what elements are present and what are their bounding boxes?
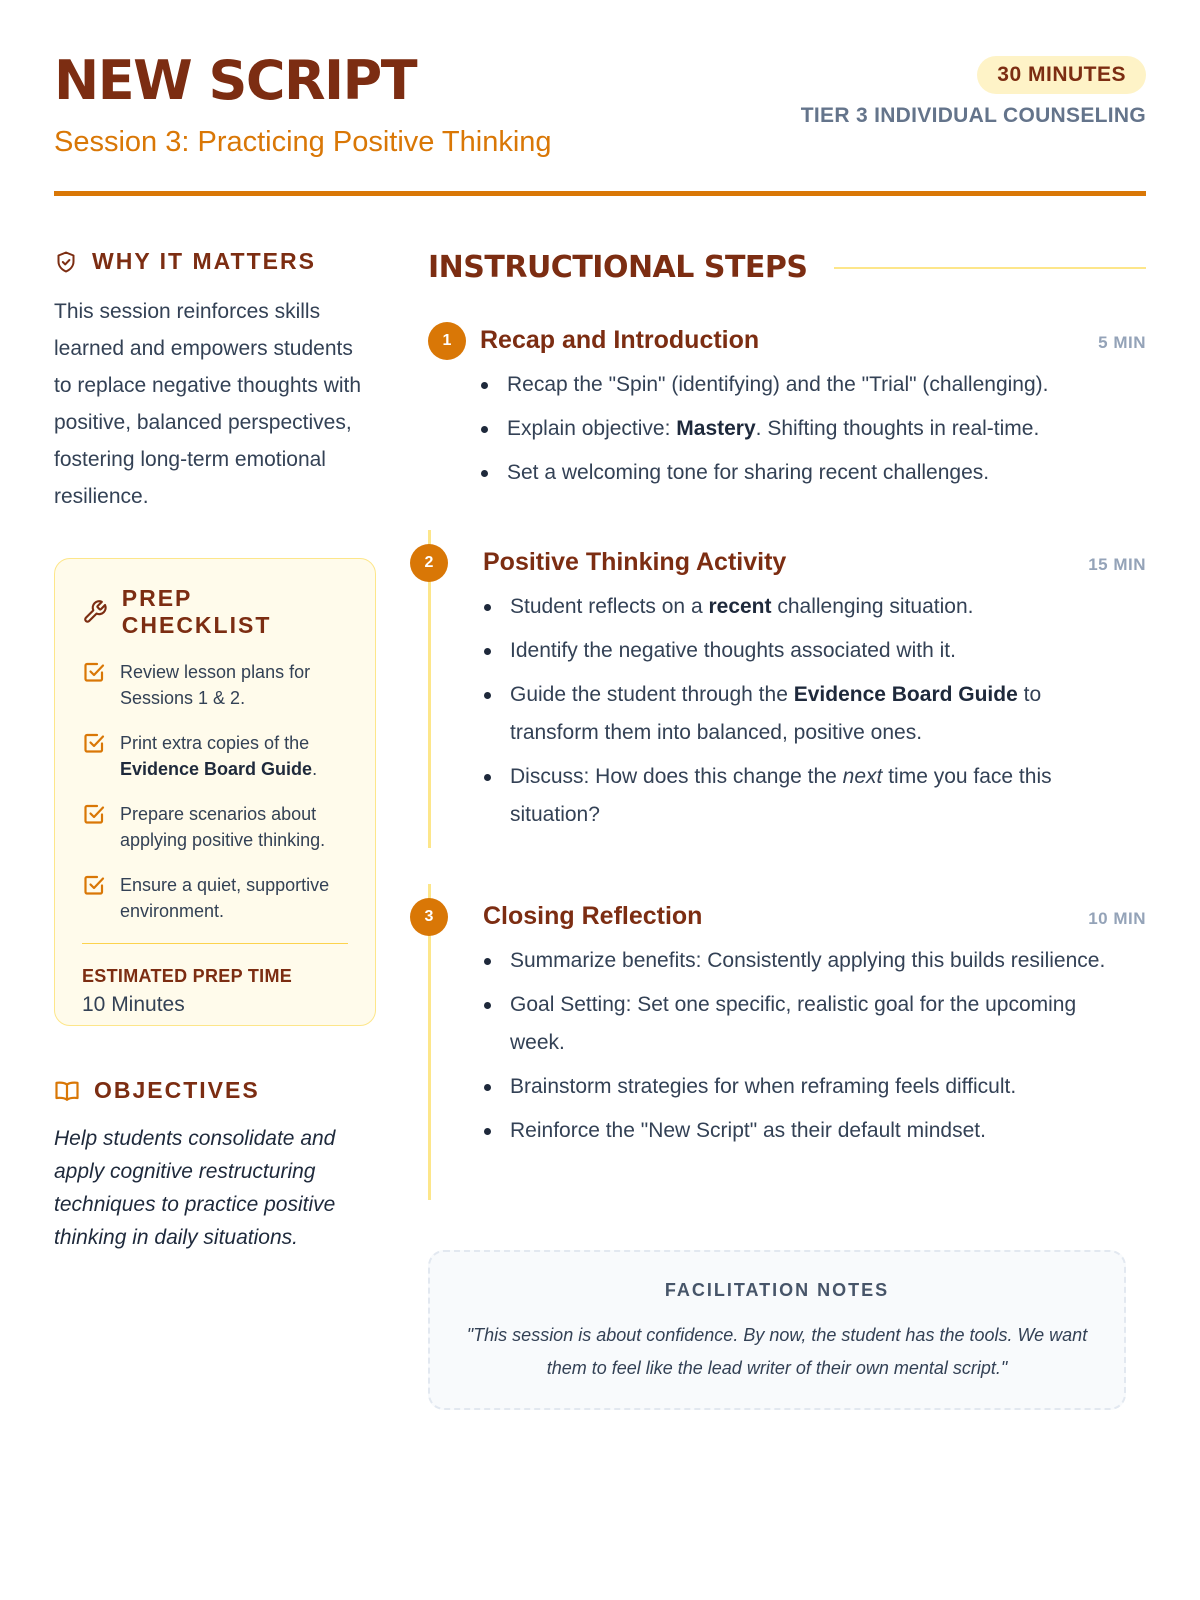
why-heading: WHY IT MATTERS xyxy=(92,248,316,274)
notes-text: "This session is about confidence. By now, the student has the tools. We want them to feel like the lead writer of their own mental script." xyxy=(466,1325,1088,1378)
prep-time-label: ESTIMATED PREP TIME xyxy=(82,966,293,986)
step-number-badge: 2 xyxy=(410,544,448,582)
why-text: This session reinforces skills learned and empowers students to replace negative thoughts with positive, balanced perspectives, fostering long-term emotional resilience. xyxy=(54,300,362,508)
step-card xyxy=(424,884,1146,1200)
step-card xyxy=(428,322,1146,522)
step-bullets xyxy=(480,366,1140,498)
header-divider xyxy=(54,191,1146,196)
wrench-icon xyxy=(82,599,108,625)
steps-heading-rule xyxy=(834,267,1147,269)
list-item: Brainstorm strategies for when reframing feels difficult. xyxy=(483,1068,1123,1106)
book-open-icon xyxy=(54,1079,80,1103)
checkbox-checked-icon xyxy=(82,731,106,755)
prep-time-value: 10 Minutes xyxy=(82,993,185,1016)
list-item: Discuss: How does this change the next time you face this situation? xyxy=(483,758,1123,834)
page-title: NEW SCRIPT xyxy=(54,49,417,112)
tier-label: TIER 3 INDIVIDUAL COUNSELING xyxy=(800,104,1146,127)
prep-checklist xyxy=(82,659,348,924)
prep-checklist-card xyxy=(54,558,376,1026)
step-title: Recap and Introduction xyxy=(480,326,760,354)
checkbox-checked-icon xyxy=(82,660,106,684)
checkbox-checked-icon xyxy=(82,873,106,897)
step-bullets xyxy=(483,942,1123,1156)
objectives-heading: OBJECTIVES xyxy=(94,1077,260,1103)
why-it-matters-section xyxy=(54,248,376,515)
sidebar xyxy=(54,248,376,1249)
list-item: Set a welcoming tone for sharing recent challenges. xyxy=(480,454,1140,492)
steps-heading: INSTRUCTIONAL STEPS xyxy=(428,250,808,285)
list-item: Goal Setting: Set one specific, realistic goal for the upcoming week. xyxy=(483,986,1123,1062)
list-item: Recap the "Spin" (identifying) and the "Trial" (challenging). xyxy=(480,366,1140,404)
lesson-page xyxy=(54,0,1146,1600)
checklist-item: Review lesson plans for Sessions 1 & 2. xyxy=(82,659,348,711)
facilitation-notes xyxy=(428,1250,1126,1410)
prep-heading: PREP CHECKLIST xyxy=(121,585,272,638)
list-item: Identify the negative thoughts associated with it. xyxy=(483,632,1123,670)
step-duration: 10 MIN xyxy=(1088,909,1146,928)
checklist-item: Print extra copies of the Evidence Board Guide. xyxy=(82,730,348,782)
list-item: Reinforce the "New Script" as their default mindset. xyxy=(483,1112,1123,1150)
step-bullets xyxy=(483,588,1123,840)
objectives-text: Help students consolidate and apply cognitive restructuring techniques to practice positive thinking in daily situations. xyxy=(54,1127,336,1249)
step-duration: 15 MIN xyxy=(1088,555,1146,574)
objectives-section xyxy=(54,1077,376,1254)
checklist-item: Ensure a quiet, supportive environment. xyxy=(82,872,348,924)
step-number-badge: 1 xyxy=(428,322,466,360)
step-title: Closing Reflection xyxy=(483,902,703,930)
list-item: Summarize benefits: Consistently applying this builds resilience. xyxy=(483,942,1123,980)
duration-badge: 30 MINUTES xyxy=(977,56,1146,94)
step-duration: 5 MIN xyxy=(1098,333,1146,352)
list-item: Guide the student through the Evidence Board Guide to transform them into balanced, positive ones. xyxy=(483,676,1123,752)
list-item: Student reflects on a recent challenging situation. xyxy=(483,588,1123,626)
session-subtitle: Session 3: Practicing Positive Thinking xyxy=(54,126,552,158)
checklist-item: Prepare scenarios about applying positive thinking. xyxy=(82,801,348,853)
prep-divider xyxy=(82,943,348,944)
step-number-badge: 3 xyxy=(410,898,448,936)
list-item: Explain objective: Mastery. Shifting thoughts in real-time. xyxy=(480,410,1140,448)
shield-check-icon xyxy=(54,250,78,274)
step-card xyxy=(424,530,1146,848)
notes-label: FACILITATION NOTES xyxy=(664,1280,890,1300)
step-title: Positive Thinking Activity xyxy=(483,548,787,576)
checkbox-checked-icon xyxy=(82,802,106,826)
